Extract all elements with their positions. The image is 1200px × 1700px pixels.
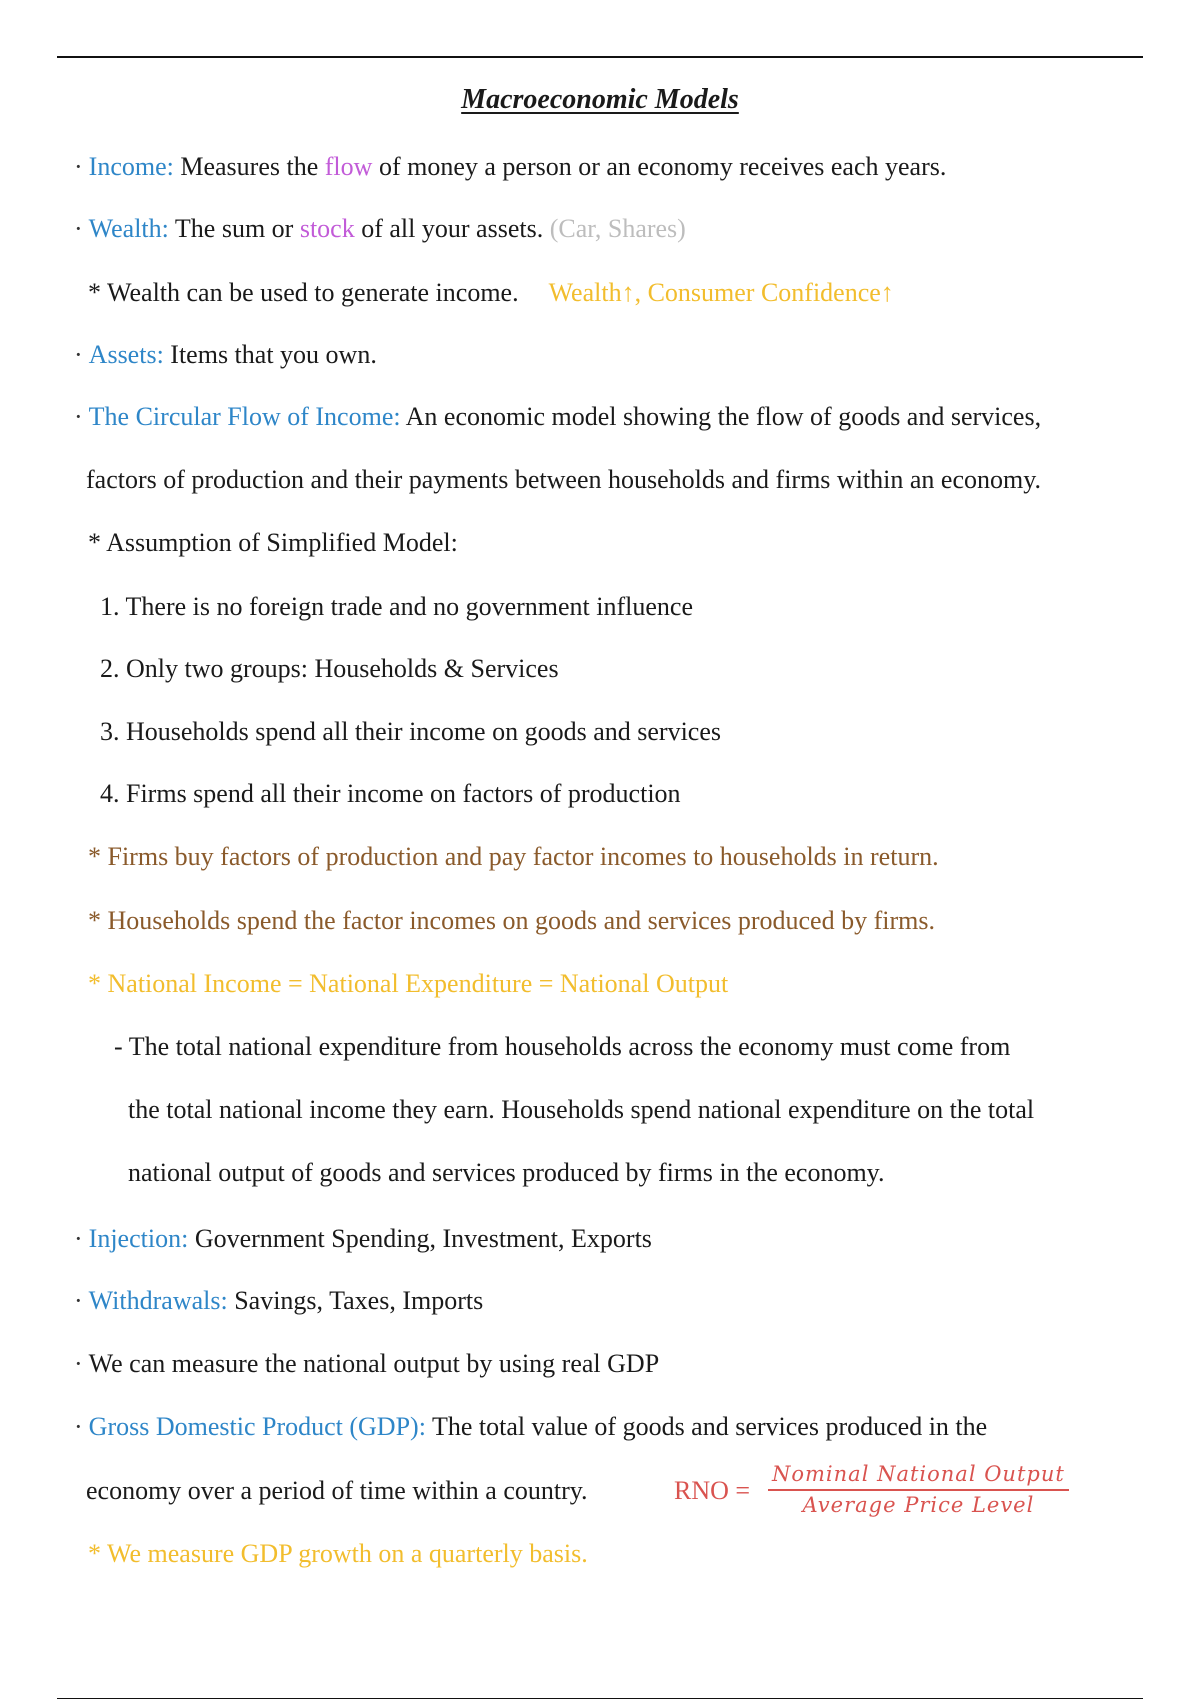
income-term: Income: (88, 152, 174, 181)
households-note: * Households spend the factor incomes on goods and services produced by firms. (88, 906, 935, 935)
flow-highlight: flow (324, 152, 373, 181)
measure-line: · We can measure the national output by using real GDP (74, 1349, 660, 1378)
assets-term: Assets: (88, 340, 164, 369)
assumption-item: 4. Firms spend all their income on factors of production (100, 779, 681, 808)
national-equation-note: * National Income = National Expenditure = National Output (88, 969, 729, 998)
top-rule (57, 56, 1143, 58)
circular-flow-term: The Circular Flow of Income: (88, 402, 401, 431)
circular-flow-line: · The Circular Flow of Income: An economic model showing the flow of goods and services, (74, 402, 1042, 431)
wealth-confidence-note: Wealth↑, Consumer Confidence↑ (548, 278, 894, 307)
rno-label: RNO = (674, 1476, 751, 1505)
gdp-line-2: economy over a period of time within a country. (86, 1476, 588, 1505)
explanation-line: the total national income they earn. Households spend national expenditure on the total (128, 1095, 1035, 1124)
circular-flow-line-2: factors of production and their payments between households and firms within an economy. (86, 465, 1042, 494)
gdp-growth-note: * We measure GDP growth on a quarterly basis. (88, 1539, 588, 1568)
withdrawals-term: Withdrawals: (88, 1286, 228, 1315)
assets-line: · Assets: Items that you own. (74, 340, 377, 369)
wealth-line: · Wealth: The sum or stock of all your assets. (Car, Shares) (74, 214, 686, 243)
rno-numerator: Nominal National Output (768, 1462, 1069, 1491)
firms-note: * Firms buy factors of production and pay factor incomes to households in return. (88, 842, 939, 871)
wealth-term: Wealth: (88, 214, 169, 243)
assumption-item: 3. Households spend all their income on goods and services (100, 717, 721, 746)
bottom-rule (57, 1698, 1143, 1699)
gdp-term: Gross Domestic Product (GDP): (88, 1412, 426, 1441)
injection-line: · Injection: Government Spending, Investment, Exports (74, 1224, 652, 1253)
explanation-line: national output of goods and services produced by firms in the economy. (128, 1158, 885, 1187)
income-line: · Income: Measures the flow of money a person or an economy receives each years. (74, 152, 947, 181)
rno-fraction (768, 1462, 1069, 1517)
rno-denominator: Average Price Level (802, 1493, 1035, 1517)
assumption-item: 2. Only two groups: Households & Services (100, 654, 559, 683)
gdp-line: · Gross Domestic Product (GDP): The total value of goods and services produced in the (74, 1412, 988, 1441)
explanation-line: - The total national expenditure from households across the economy must come from (114, 1032, 1011, 1061)
wealth-example: (Car, Shares) (549, 214, 686, 243)
withdrawals-line: · Withdrawals: Savings, Taxes, Imports (74, 1286, 484, 1315)
wealth-note-line: * Wealth can be used to generate income. Wealth↑, Consumer Confidence↑ (88, 278, 894, 307)
assumption-item: 1. There is no foreign trade and no government influence (100, 592, 693, 621)
assumption-title: * Assumption of Simplified Model: (88, 528, 458, 557)
injection-term: Injection: (88, 1224, 189, 1253)
stock-highlight: stock (299, 214, 355, 243)
page-title: Macroeconomic Models (461, 84, 739, 115)
